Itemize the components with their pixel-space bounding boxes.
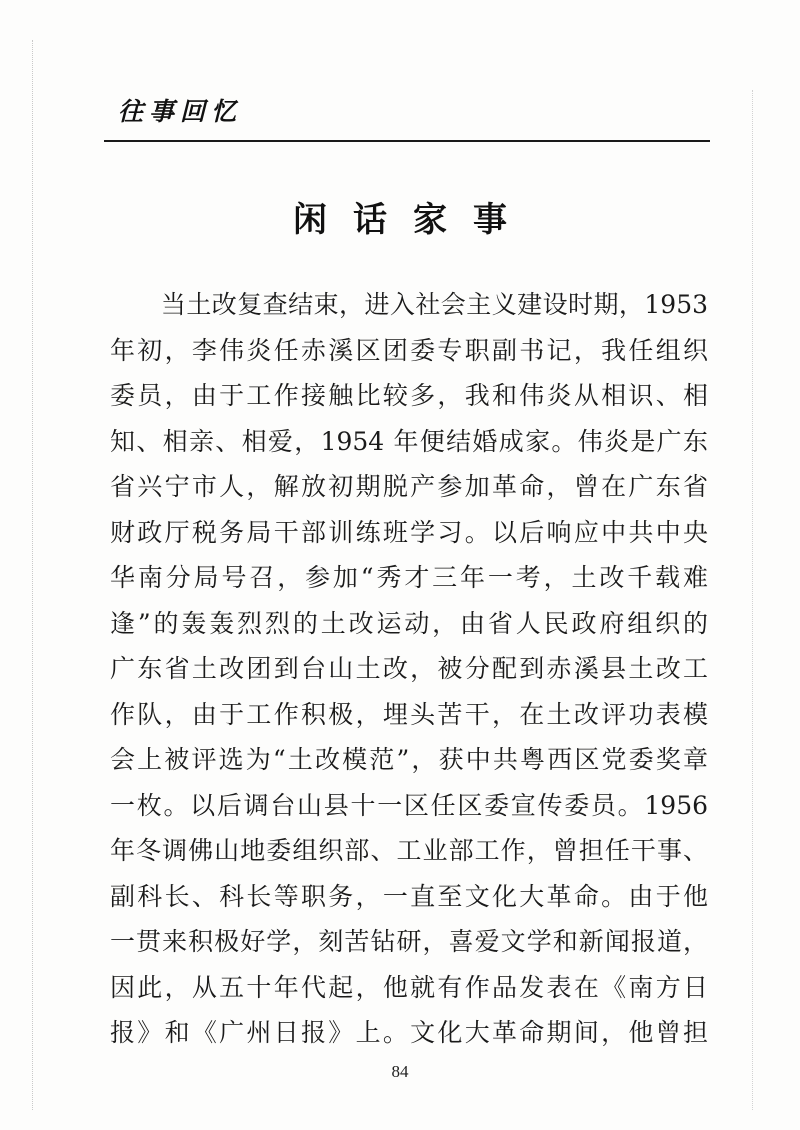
body-line: 一贯来积极好学，刻苦钻研，喜爱文学和新闻报道，	[110, 927, 708, 956]
body-line: 副科长、科长等职务，一直至文化大革命。由于他	[110, 881, 708, 911]
body-line: 会上被评选为“土改模范”，获中共粤西区党委奖章	[110, 745, 708, 774]
body-line: 当土改复查结束，进入社会主义建设时期，1953	[110, 290, 708, 319]
body-line: 委员，由于工作接触比较多，我和伟炎从相识、相	[110, 381, 708, 410]
article-title: 闲话家事	[293, 200, 533, 240]
body-line: 因此，从五十年代起，他就有作品发表在《南方日	[110, 972, 708, 1002]
body-line: 广东省土改团到台山土改，被分配到赤溪县土改工	[110, 654, 708, 683]
body-line: 华南分局号召，参加“秀才三年一考，土改千载难	[110, 563, 708, 592]
page-number: 84	[391, 1062, 409, 1081]
body-line: 一枚。以后调台山县十一区任区委宣传委员。1956	[110, 790, 708, 820]
body-line: 知、相亲、相爱，1954 年便结婚成家。伟炎是广东	[110, 426, 708, 456]
body-line: 省兴宁市人，解放初期脱产参加革命，曾在广东省	[110, 472, 708, 501]
article-body	[110, 282, 708, 1056]
body-line: 报》和《广州日报》上。文化大革命期间，他曾担	[110, 1018, 708, 1047]
scan-edge-right	[752, 90, 753, 1110]
body-line: 财政厅税务局干部训练班学习。以后响应中共中央	[110, 517, 708, 547]
body-line: 年初，李伟炎任赤溪区团委专职副书记，我任组织	[110, 335, 708, 365]
body-line: 年冬调佛山地委组织部、工业部工作，曾担任干事、	[110, 836, 708, 865]
body-line: 逢”的轰轰烈烈的土改运动，由省人民政府组织的	[110, 608, 708, 638]
body-line: 作队，由于工作积极，埋头苦干，在土改评功表模	[110, 699, 708, 729]
section-header: 往事回忆	[118, 97, 243, 126]
header-divider	[104, 140, 710, 142]
